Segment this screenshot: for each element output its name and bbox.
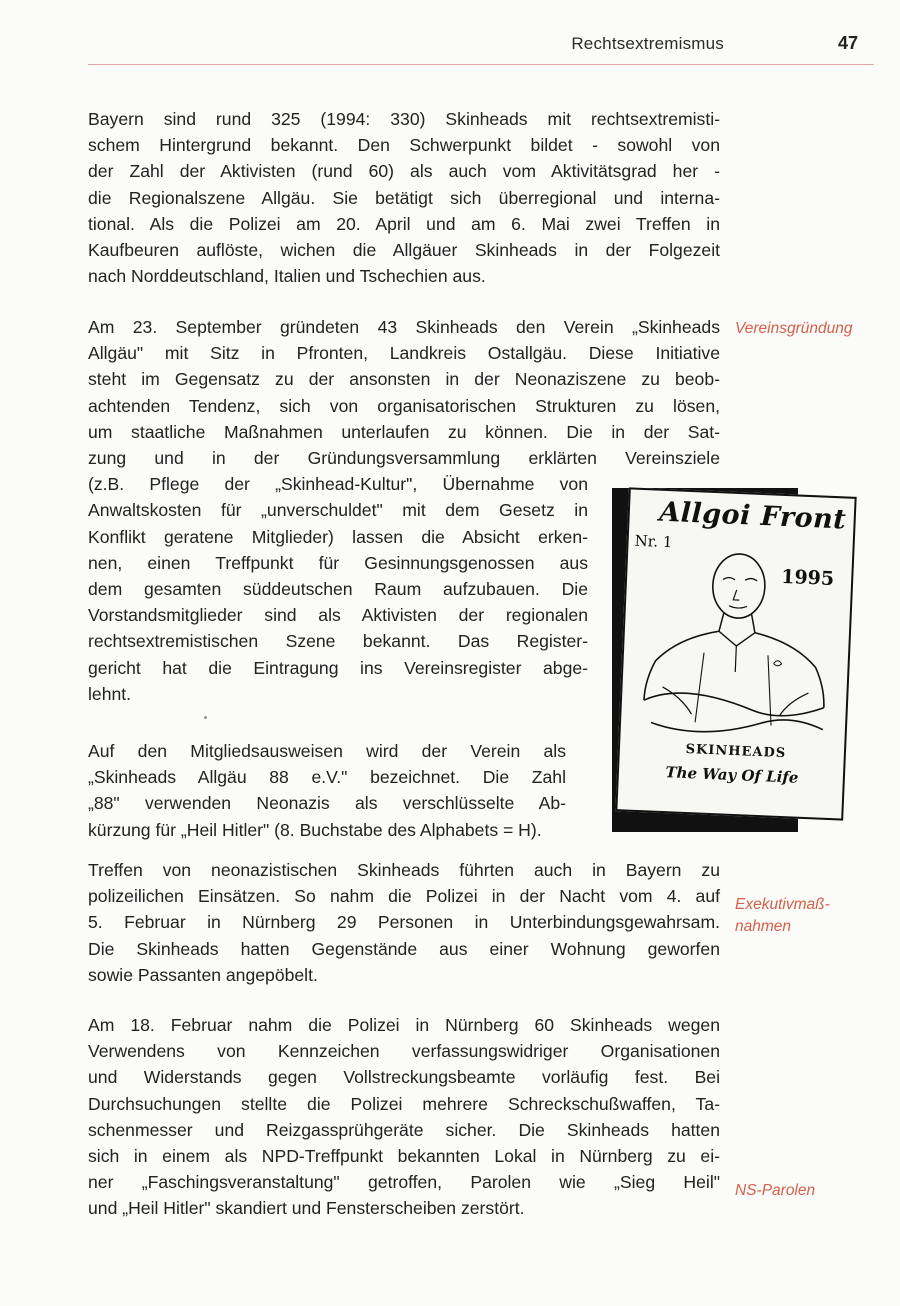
margin-note-vereinsgruendung <box>735 318 852 340</box>
magazine-cover-image <box>615 487 856 820</box>
text-line: die Regionalszene Allgäu. Sie betätigt sich überregional und interna- <box>88 187 720 208</box>
text-line: dem gesamten süddeutschen Raum aufzubauen. Die <box>88 579 588 600</box>
text-line: gericht hat die Eintragung ins Vereinsregister abge- <box>88 657 588 678</box>
paragraph-4 <box>88 857 720 988</box>
text-line: Bayern sind rund 325 (1994: 330) Skinheads mit rechtsextremisti- <box>88 109 720 129</box>
text-line: schem Hintergrund bekannt. Den Schwerpunkt bildet - sowohl von <box>88 135 720 156</box>
text-line: nen, einen Treffpunkt für Gesinnungsgenossen aus <box>88 552 588 573</box>
text-line: Treffen von neonazistischen Skinheads führten auch in Bayern zu <box>88 860 720 880</box>
text-line: Verwendens von Kennzeichen verfassungswidriger Organisationen <box>88 1041 720 1062</box>
margin-note-exekutivmassnahmen <box>735 894 830 938</box>
text-line: polizeilichen Einsätzen. So nahm die Polizei in der Nacht vom 4. auf <box>88 886 720 907</box>
margin-note-line: NS-Parolen <box>735 1182 816 1199</box>
text-line: sowie Passanten angepöbelt. <box>88 964 318 985</box>
text-line: Konflikt geratene Mitglieder) lassen die Absicht erken- <box>88 526 588 547</box>
running-header-title: Rechtsextremismus <box>571 34 724 53</box>
cover-subtitle: SKINHEADS <box>685 741 787 762</box>
text-line: 5. Februar in Nürnberg 29 Personen in Unterbindungsgewahrsam. <box>88 912 720 933</box>
text-line: Am 23. September gründeten 43 Skinheads den Verein „Skinheads <box>88 317 720 337</box>
cover-title: Allgoi Front <box>658 496 847 536</box>
paragraph-5 <box>88 1012 720 1222</box>
cover-tagline: The Way Of Life <box>665 763 799 787</box>
text-line: Allgäu" mit Sitz in Pfronten, Landkreis Ostallgäu. Diese Initiative <box>88 343 720 364</box>
text-line: und „Heil Hitler" skandiert und Fensterscheiben zerstört. <box>88 1198 525 1219</box>
text-line: steht im Gegensatz zu der ansonsten in der Neonaziszene zu beob- <box>88 369 720 390</box>
text-line: rechtsextremistischen Szene bekannt. Das Register- <box>88 631 588 652</box>
text-line: ner „Faschingsveranstaltung" getroffen, Parolen wie „Sieg Heil" <box>88 1172 720 1193</box>
text-line: lehnt. <box>88 683 132 704</box>
text-line: nach Norddeutschland, Italien und Tschechien aus. <box>88 266 486 287</box>
header-divider <box>88 64 874 65</box>
text-line: der Zahl der Aktivisten (rund 60) als auch vom Aktivitätsgrad her - <box>88 161 720 182</box>
text-line: Kaufbeuren auflöste, wichen die Allgäuer Skinheads in der Folgezeit <box>88 240 720 261</box>
text-line: Anwaltskosten für „unverschuldet" mit dem Gesetz in <box>88 500 588 521</box>
text-line: tional. Als die Polizei am 20. April und am 6. Mai zwei Treffen in <box>88 213 720 234</box>
margin-note-line: Exekutivmaß- <box>735 896 830 913</box>
margin-note-line: Vereinsgründung <box>735 320 853 337</box>
text-line: schenmesser und Reizgassprühgeräte sicher. Die Skinheads hatten <box>88 1119 720 1140</box>
text-line: „88" verwenden Neonazis als verschlüsselte Ab- <box>88 793 566 814</box>
paragraph-3 <box>88 738 648 843</box>
text-line: „Skinheads Allgäu 88 e.V." bezeichnet. Die Zahl <box>88 767 566 788</box>
paragraph-1 <box>88 106 720 289</box>
text-line: Am 18. Februar nahm die Polizei in Nürnberg 60 Skinheads wegen <box>88 1015 720 1035</box>
text-line: um staatliche Maßnahmen unterlaufen zu können. Die in der Sat- <box>88 421 720 442</box>
text-line: Die Skinheads hatten Gegenstände aus einer Wohnung geworfen <box>88 938 720 959</box>
cover-issue: Nr. 1 <box>634 531 673 552</box>
text-line: achtenden Tendenz, sich von organisatorischen Strukturen zu lösen, <box>88 395 720 416</box>
margin-note-ns-parolen <box>735 1180 815 1202</box>
text-line: Durchsuchungen stellte die Polizei mehrere Schreckschußwaffen, Ta- <box>88 1093 720 1114</box>
margin-note-line: nahmen <box>735 918 792 935</box>
cover-year: 1995 <box>780 565 835 591</box>
text-line: sich in einem als NPD-Treffpunkt bekannten Lokal in Nürnberg zu ei- <box>88 1146 720 1167</box>
page-number: 47 <box>837 33 858 53</box>
text-line: (z.B. Pflege der „Skinhead-Kultur", Übernahme von <box>88 474 588 495</box>
text-line: Auf den Mitgliedsausweisen wird der Verein als <box>88 741 566 761</box>
text-line: Vorstandsmitglieder sind als Aktivisten der regionalen <box>88 605 588 626</box>
text-line: kürzung für „Heil Hitler" (8. Buchstabe des Alphabets = H). <box>88 819 542 840</box>
pencil-mark <box>204 716 207 719</box>
text-line: zung und in der Gründungsversammlung erklärten Vereinsziele <box>88 448 720 469</box>
text-line: und Widerstands gegen Vollstreckungsbeamte vorläufig fest. Bei <box>88 1067 720 1088</box>
